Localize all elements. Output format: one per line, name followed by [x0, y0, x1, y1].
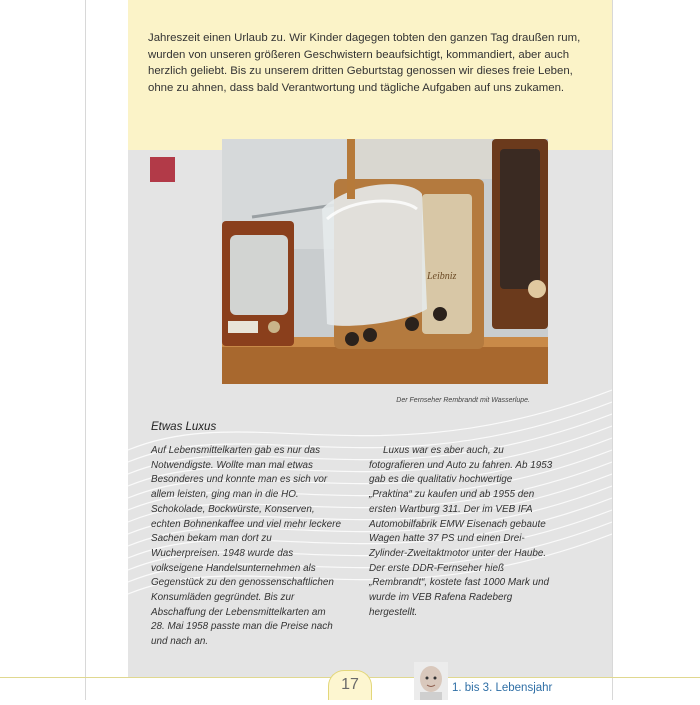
body-column-right: [369, 444, 554, 620]
accent-square: [150, 157, 175, 182]
tv-radio-illustration: [222, 139, 548, 384]
page-edge-left: [85, 0, 86, 700]
intro-paragraph: Jahreszeit einen Urlaub zu. Wir Kinder dagegen tobten den ganzen Tag draußen rum, wurden von unseren größeren Geschwistern beaufsichtigt, kommandiert, aber auch herzlich geliebt. Bis zu unserem dritten Geburtstag genossen wir dieses freie Leben, ohne zu ahnen, dass bald Verantwortung und tägliche Aufgaben auf uns zukamen.: [148, 32, 581, 94]
page-number-tab: [328, 670, 372, 700]
chapter-label: 1. bis 3. Lebensjahr: [452, 682, 553, 694]
intro-panel: [128, 0, 612, 150]
tv-radio-photo: [222, 139, 548, 384]
body-column-left: Auf Lebensmittelkarten gab es nur das Notwendigste. Wollte man mal etwas Besonderes und konnte man es sich vor allem leisten, ging man in die HO. Schokolade, Bockwürste, Konserven, echten Bohnenkaffee und viel mehr leckere Sachen bekam man dort zu Wucherpreisen. 1948 wurde das volkseigene Handelsunternehmen als Gegenstück zu den genossenschaftlichen Konsumläden gegründet. Bis zur Abschaffung der Lebensmittelkarten am 28. Mai 1958 passte man die Preise nach und nach an.: [151, 445, 341, 648]
baby-face-icon: [414, 662, 448, 700]
section-heading: Etwas Luxus: [151, 421, 217, 433]
radio-brand-label: Leibniz: [427, 271, 457, 282]
page-edge-right: [612, 0, 613, 700]
body-column-right-text: Luxus war es aber auch, zu fotografieren und Auto zu fahren. Ab 1953 gab es die qualitativ hochwertige „Praktina“ zu kaufen und ab 1955 den ersten Wartburg 311. Der im VEB IFA Automobilfabrik EMW Eisenach gebaute Wagen hatte 37 PS und einen Drei-Zylinder-Zweitaktmotor unter der Haube. Der erste DDR-Fernseher hieß „Rembrandt“, kostete fast 1000 Mark und wurde im VEB Rafena Radeberg hergestellt.: [369, 445, 553, 618]
page-number: 17: [341, 676, 359, 693]
photo-caption: Der Fernseher Rembrandt mit Wasserlupe.: [396, 397, 530, 404]
baby-photo: [414, 662, 448, 700]
